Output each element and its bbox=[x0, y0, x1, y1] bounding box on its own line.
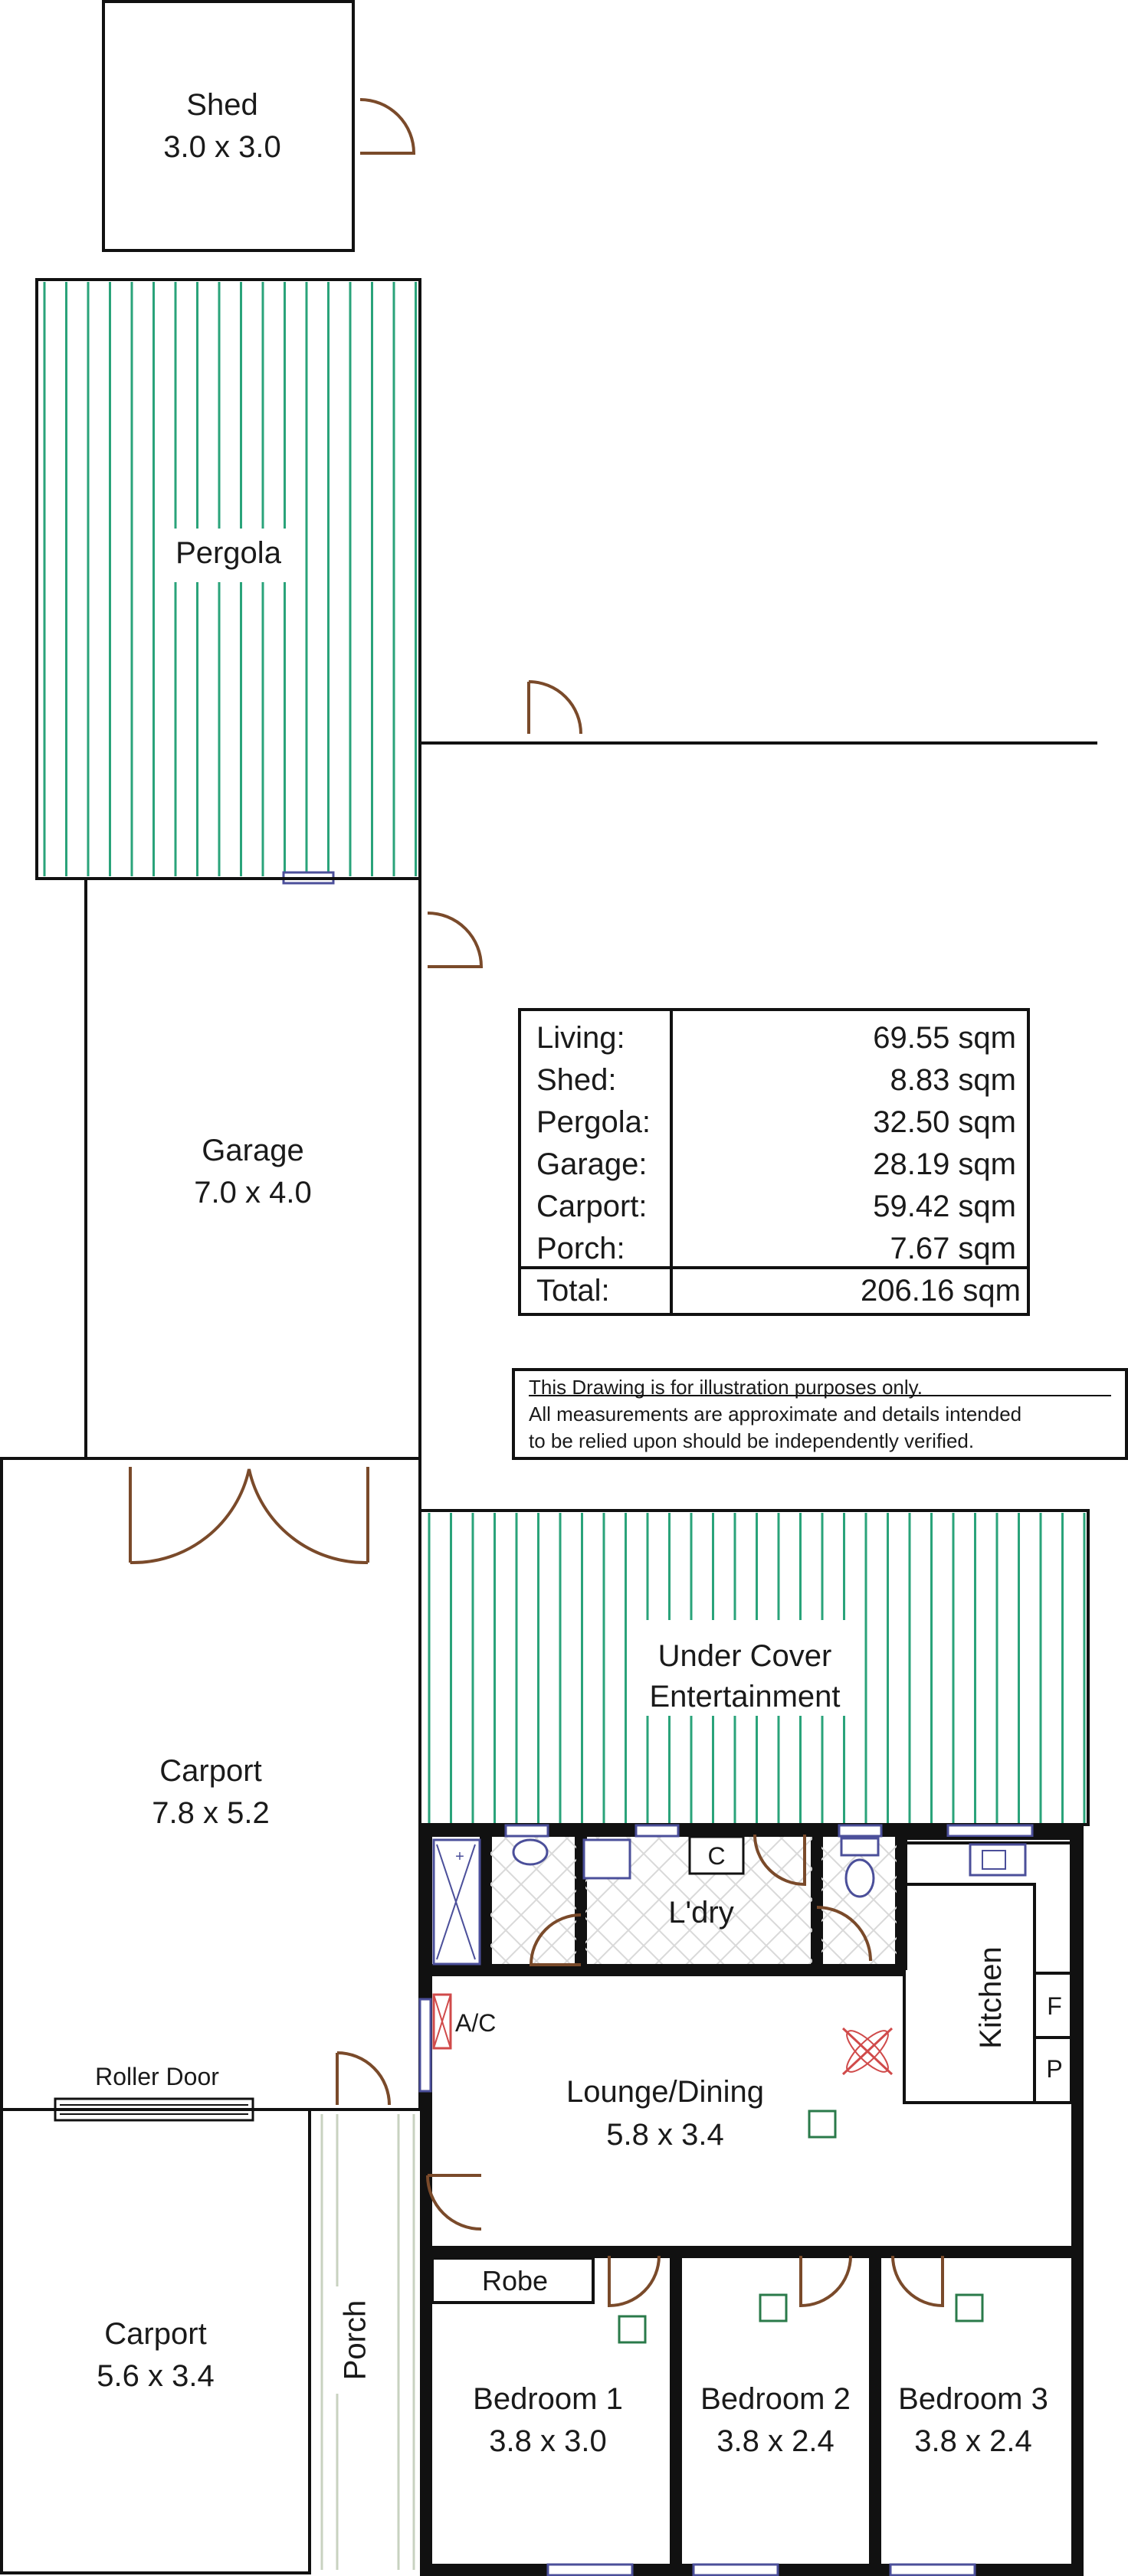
bedroom2-label: Bedroom 2 bbox=[700, 2382, 851, 2416]
area-row-value: 69.55 sqm bbox=[873, 1021, 1016, 1055]
area-row-label: Living: bbox=[536, 1021, 625, 1055]
smoke-alarm-icon bbox=[809, 2111, 835, 2137]
aircon bbox=[434, 1995, 496, 2048]
carport-upper-label: Carport bbox=[159, 1754, 262, 1788]
under-cover-label-2: Entertainment bbox=[649, 1680, 841, 1714]
toilet-icon bbox=[513, 1840, 547, 1864]
bedroom1-dims: 3.8 x 3.0 bbox=[489, 2424, 607, 2458]
shed-label: Shed bbox=[186, 88, 258, 122]
ceiling-fan-icon bbox=[841, 2025, 894, 2077]
carport-lower-dims: 5.6 x 3.4 bbox=[97, 2359, 215, 2393]
under-cover-label-1: Under Cover bbox=[657, 1639, 832, 1673]
lounge-dims: 5.8 x 3.4 bbox=[606, 2118, 724, 2152]
toilet-icon-2 bbox=[846, 1860, 874, 1897]
bedroom3-label: Bedroom 3 bbox=[898, 2382, 1048, 2416]
porch bbox=[322, 2114, 414, 2570]
area-table bbox=[520, 1010, 1028, 1314]
area-total-label: Total: bbox=[536, 1274, 610, 1308]
pergola bbox=[37, 280, 420, 883]
laundry-label: L'dry bbox=[668, 1896, 734, 1930]
carport-double-door bbox=[130, 1467, 368, 1563]
carport-upper-dims: 7.8 x 5.2 bbox=[152, 1796, 270, 1830]
area-row-value: 28.19 sqm bbox=[873, 1147, 1016, 1181]
area-row-value: 59.42 sqm bbox=[873, 1190, 1016, 1223]
pantry-label: P bbox=[1046, 2055, 1063, 2083]
pergola-label: Pergola bbox=[175, 536, 281, 570]
svg-text:+: + bbox=[455, 1848, 464, 1865]
kitchen-label: Kitchen bbox=[974, 1946, 1008, 2049]
area-row-value: 8.83 sqm bbox=[890, 1063, 1016, 1097]
smoke-alarm-icon bbox=[619, 2316, 645, 2342]
disclaimer-line3: to be relied upon should be independently verified. bbox=[529, 1429, 975, 1452]
fridge-label: F bbox=[1047, 1992, 1062, 2020]
area-row-value: 7.67 sqm bbox=[890, 1232, 1016, 1265]
smoke-alarm-icon bbox=[956, 2295, 982, 2321]
disclaimer-line1: This Drawing is for illustration purposes only. bbox=[529, 1376, 923, 1399]
area-row-label: Porch: bbox=[536, 1232, 625, 1265]
shed-door bbox=[360, 100, 414, 153]
area-row-label: Carport: bbox=[536, 1190, 648, 1223]
shower bbox=[434, 1840, 480, 1964]
carport-lower bbox=[2, 2110, 310, 2573]
roller-door-label: Roller Door bbox=[95, 2063, 219, 2090]
garage-dims: 7.0 x 4.0 bbox=[194, 1176, 312, 1209]
cupboard-label: C bbox=[707, 1842, 726, 1870]
disclaimer bbox=[513, 1370, 1126, 1458]
area-row-value: 32.50 sqm bbox=[873, 1105, 1016, 1139]
porch-label: Porch bbox=[338, 2299, 372, 2381]
bedroom1-label: Bedroom 1 bbox=[473, 2382, 623, 2416]
shed bbox=[103, 2, 414, 250]
area-row-label: Garage: bbox=[536, 1147, 648, 1181]
bedroom3-dims: 3.8 x 2.4 bbox=[914, 2424, 1032, 2458]
disclaimer-line2: All measurements are approximate and details intended bbox=[529, 1403, 1022, 1425]
area-total-value: 206.16 sqm bbox=[860, 1274, 1021, 1308]
carport-lower-label: Carport bbox=[104, 2317, 207, 2351]
aircon-label: A/C bbox=[455, 2009, 497, 2037]
laundry-trough-icon bbox=[584, 1840, 630, 1878]
smoke-alarm-icon bbox=[760, 2295, 786, 2321]
bedroom2-dims: 3.8 x 2.4 bbox=[716, 2424, 835, 2458]
garage-door bbox=[428, 913, 481, 967]
under-cover-entertainment bbox=[420, 1511, 1088, 1825]
area-row-label: Shed: bbox=[536, 1063, 617, 1097]
carport-upper bbox=[2, 1458, 420, 2110]
fence-gate bbox=[529, 682, 581, 734]
area-row-label: Pergola: bbox=[536, 1105, 651, 1139]
garage-label: Garage bbox=[202, 1134, 304, 1167]
garage bbox=[86, 879, 481, 1458]
robe-label: Robe bbox=[481, 2265, 549, 2296]
roller-door bbox=[55, 2063, 253, 2120]
kitchen bbox=[904, 1838, 1073, 2103]
lounge-label: Lounge/Dining bbox=[566, 2075, 764, 2109]
shed-dims: 3.0 x 3.0 bbox=[163, 130, 281, 164]
